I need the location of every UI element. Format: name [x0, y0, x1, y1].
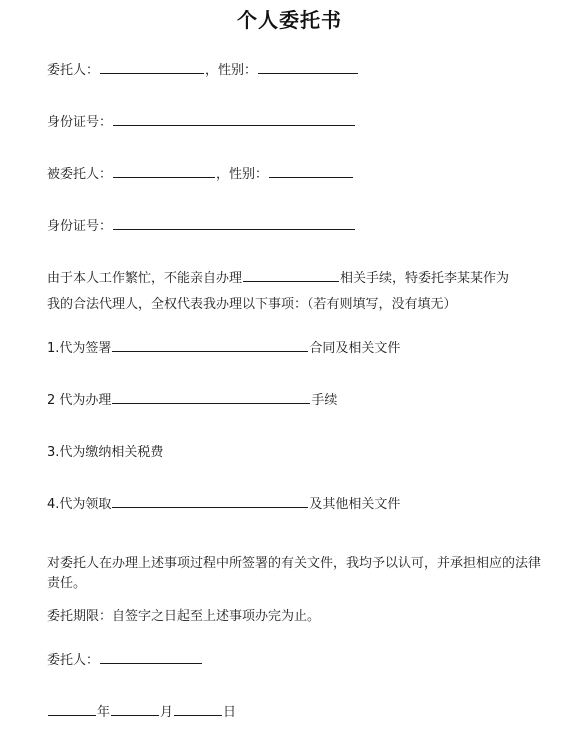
reason-text-3: 我的合法代理人，全权代表我办理以下事项：（若有则填写，没有填无）	[47, 297, 457, 312]
agent-label: 被委托人：	[47, 167, 113, 182]
signature-label: 委托人：	[47, 653, 100, 668]
principal-id-blank[interactable]	[113, 114, 355, 126]
year-blank[interactable]	[48, 704, 96, 716]
item-4-suffix: 及其他相关文件	[309, 497, 401, 512]
principal-gender-blank[interactable]	[258, 62, 358, 74]
item-2-prefix: 2 代为办理	[47, 393, 112, 408]
reason-line-2	[47, 296, 457, 314]
reason-text-2: 相关手续，特委托李某某作为	[340, 271, 510, 286]
month-blank[interactable]	[111, 704, 159, 716]
item-1-blank[interactable]	[112, 340, 308, 352]
agent-id-blank[interactable]	[113, 218, 355, 230]
item-1-suffix: 合同及相关文件	[309, 341, 401, 356]
year-label: 年	[97, 705, 111, 720]
agent-line	[47, 166, 354, 184]
term-line: 委托期限：自签字之日起至上述事项办完为止。	[47, 609, 321, 624]
item-3	[47, 444, 163, 462]
item-1-prefix: 1.代为签署	[47, 341, 112, 356]
acknowledgement-paragraph: 对委托人在办理上述事项过程中所签署的有关文件，我均予以认可，并承担相应的法律责任。	[47, 556, 542, 591]
item-2-suffix: 手续	[311, 393, 338, 408]
day-label: 日	[223, 705, 237, 720]
item-1	[47, 340, 400, 358]
principal-id-line	[47, 114, 356, 132]
item-4	[47, 496, 400, 514]
reason-text-1: 由于本人工作繁忙，不能亲自办理	[47, 271, 243, 286]
document-title: 个人委托书	[237, 8, 342, 32]
item-4-prefix: 4.代为领取	[47, 497, 112, 512]
principal-id-label: 身份证号：	[47, 115, 113, 130]
agent-gender-label: ，性别：	[216, 167, 269, 182]
day-blank[interactable]	[174, 704, 222, 716]
item-3-text: 3.代为缴纳相关税费	[47, 445, 164, 460]
date-line	[47, 704, 236, 722]
agent-gender-blank[interactable]	[269, 166, 353, 178]
month-label: 月	[160, 705, 174, 720]
agent-name-blank[interactable]	[113, 166, 215, 178]
item-2	[47, 392, 337, 410]
matter-blank[interactable]	[243, 270, 339, 282]
principal-line	[47, 62, 359, 80]
principal-name-blank[interactable]	[100, 62, 204, 74]
signature-line	[47, 652, 203, 670]
signature-blank[interactable]	[100, 652, 202, 664]
reason-line-1	[47, 270, 509, 288]
principal-label: 委托人：	[47, 63, 100, 78]
agent-id-label: 身份证号：	[47, 219, 113, 234]
item-2-blank[interactable]	[112, 392, 310, 404]
principal-gender-label: ，性别：	[205, 63, 258, 78]
agent-id-line	[47, 218, 356, 236]
item-4-blank[interactable]	[112, 496, 308, 508]
